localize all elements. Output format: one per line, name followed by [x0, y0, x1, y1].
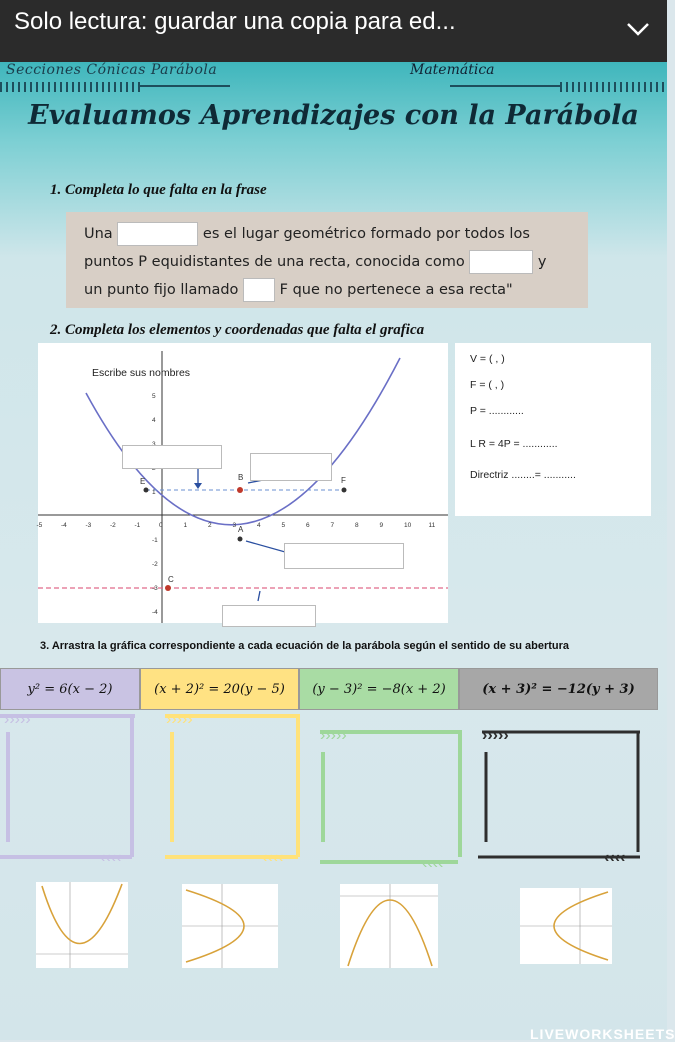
x-tick-label: 8: [355, 522, 359, 529]
svg-text:‹‹‹‹: ‹‹‹‹: [100, 849, 122, 866]
x-tick-label: -3: [85, 522, 92, 529]
x-tick-label: -2: [110, 522, 116, 529]
q1-blank-2[interactable]: [469, 250, 533, 274]
brand-logo: LIVEWORKSHEETS: [530, 1026, 675, 1042]
header-subject: Secciones Cónicas Parábola: [6, 62, 218, 78]
parabola-curve: [86, 358, 400, 525]
y-tick-label: -1: [152, 537, 158, 544]
leftward-parabola-icon: [520, 888, 612, 964]
x-tick-label: 3: [232, 522, 237, 529]
draggable-graph-3[interactable]: [340, 884, 438, 968]
q1-text: y: [537, 254, 547, 270]
x-tick-label: -1: [134, 522, 141, 529]
focus-field[interactable]: F = ( , ): [470, 379, 505, 391]
x-ticks: [37, 522, 436, 529]
greek-border-left: [0, 82, 140, 92]
q1-text: F que no pertenece a esa recta": [279, 282, 513, 298]
q1-text: Una: [84, 226, 113, 242]
point-e: [144, 488, 149, 493]
point-b: [237, 487, 243, 493]
x-tick-label: 10: [404, 522, 412, 529]
draggable-graph-4[interactable]: [520, 888, 612, 964]
draggable-graph-2[interactable]: [182, 884, 278, 968]
x-tick-label: -5: [36, 522, 43, 529]
svg-text:‹‹‹‹: ‹‹‹‹: [604, 849, 626, 866]
equation-card-2[interactable]: (x + 2)² = 20(y − 5): [140, 668, 299, 710]
point-c: [165, 585, 171, 591]
drop-zone-2[interactable]: [165, 711, 300, 866]
svg-text:›››››: ›››››: [482, 727, 509, 744]
svg-text:›››››: ›››››: [4, 711, 31, 728]
x-tick-label: 9: [379, 522, 384, 529]
svg-text:›››››: ›››››: [320, 727, 347, 744]
svg-text:‹‹‹‹: ‹‹‹‹: [262, 849, 284, 866]
x-tick-label: 11: [428, 522, 436, 529]
graph-answer-input[interactable]: [250, 453, 332, 481]
drop-zone-4[interactable]: [478, 727, 640, 866]
y-tick-label: -4: [152, 609, 158, 616]
q3-title: 3. Arrastra la gráfica correspondiente a cada ecuación de la parábola según el sentido de su abertura: [40, 640, 569, 652]
y-tick-label: 5: [152, 393, 156, 400]
graph-svg: [38, 343, 448, 623]
svg-text:›››››: ›››››: [166, 711, 193, 728]
y-ticks: [152, 393, 158, 616]
header-rule-right: [450, 85, 560, 87]
q2-title: 2. Completa los elementos y coordenadas que falta el grafica: [50, 322, 425, 338]
graph-answer-input[interactable]: [222, 605, 316, 627]
x-tick-label: 2: [208, 522, 212, 529]
chevron-down-icon[interactable]: [623, 14, 653, 44]
coordinates-box: [455, 343, 651, 516]
latus-rectum-field[interactable]: L R = 4P = ............: [470, 438, 558, 450]
y-tick-label: -3: [152, 585, 158, 592]
x-tick-label: 0: [159, 522, 163, 529]
q1-blank-3[interactable]: [243, 278, 275, 302]
greek-border-right: [560, 82, 667, 92]
arrow-line: [258, 591, 260, 601]
directrix-field[interactable]: Directriz ........= ...........: [470, 469, 576, 481]
q1-text: puntos P equidistantes de una recta, conocida como: [84, 254, 465, 270]
label-f: F: [341, 476, 346, 485]
header-course: Matemática: [410, 62, 495, 78]
x-tick-label: -4: [61, 522, 67, 529]
p-field[interactable]: P = ............: [470, 405, 524, 417]
equation-card-1[interactable]: y² = 6(x − 2): [0, 668, 140, 710]
x-tick-label: 4: [257, 522, 261, 529]
label-a: A: [238, 525, 244, 534]
y-tick-label: -2: [152, 561, 158, 568]
read-only-banner: [0, 0, 667, 62]
point-f: [342, 488, 347, 493]
y-tick-label: 4: [152, 417, 156, 424]
y-tick-label: 1: [152, 489, 156, 496]
page-title: Evaluamos Aprendizajes con la Parábola: [28, 100, 639, 131]
graph-answer-input[interactable]: [122, 445, 222, 469]
rightward-parabola-icon: [182, 884, 278, 968]
parabola-graph: [38, 343, 448, 623]
drop-zone-3[interactable]: [320, 727, 462, 872]
q1-blank-1[interactable]: [117, 222, 198, 246]
q1-text: un punto fijo llamado: [84, 282, 239, 298]
x-tick-label: 5: [281, 522, 286, 529]
x-tick-label: 1: [183, 522, 188, 529]
label-e: E: [140, 477, 146, 486]
q1-text: es el lugar geométrico formado por todos los: [202, 226, 530, 242]
q1-title: 1. Completa lo que falta en la frase: [50, 182, 267, 198]
arrow-head-icon: [194, 483, 202, 489]
drop-zones: [0, 712, 667, 872]
svg-text:‹‹‹‹: ‹‹‹‹: [422, 855, 444, 872]
equation-card-4[interactable]: (x + 3)² = −12(y + 3): [459, 668, 658, 710]
banner-title: Solo lectura: guardar una copia para ed...: [14, 8, 456, 35]
graph-instruction: Escribe sus nombres: [92, 367, 191, 379]
header-rule-left: [140, 85, 230, 87]
graph-answer-input[interactable]: [284, 543, 404, 569]
label-b: B: [238, 473, 244, 482]
drop-zone-1[interactable]: [0, 711, 135, 866]
equation-card-3[interactable]: (y − 3)² = −8(x + 2): [299, 668, 459, 710]
upward-parabola-icon: [36, 882, 128, 968]
draggable-graph-1[interactable]: [36, 882, 128, 968]
x-tick-label: 7: [330, 522, 335, 529]
point-a: [238, 537, 243, 542]
x-tick-label: 6: [306, 522, 310, 529]
q1-sentence-box: [66, 212, 588, 308]
label-c: C: [168, 575, 174, 584]
downward-parabola-icon: [340, 884, 438, 968]
vertex-field[interactable]: V = ( , ): [470, 353, 505, 365]
